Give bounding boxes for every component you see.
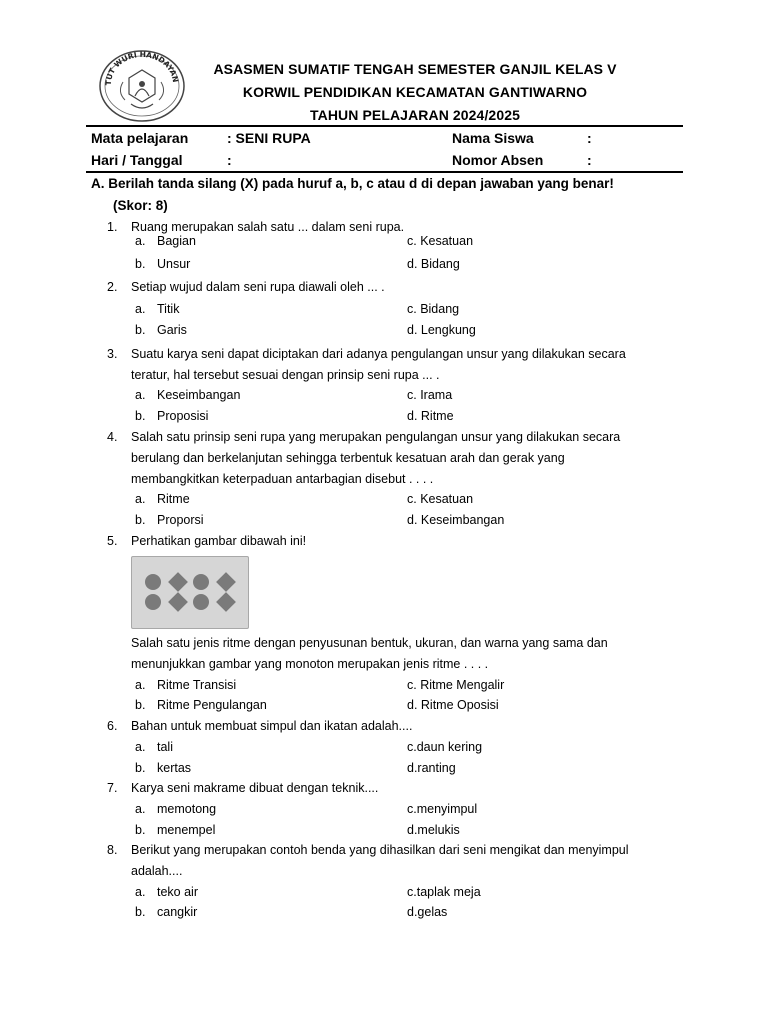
option-b: b. kertas	[135, 761, 192, 775]
question-text-cont: teratur, hal tersebut sesuai dengan prinsip seni rupa ... .	[131, 368, 440, 382]
option-a: a. Bagian	[135, 234, 196, 248]
question-number: 5.	[107, 534, 118, 548]
header-title-3: TAHUN PELAJARAN 2024/2025	[310, 107, 520, 123]
option-d: d.gelas	[407, 905, 448, 919]
question-number: 8.	[107, 843, 118, 857]
option-d: d. Lengkung	[407, 323, 476, 337]
option-a: a. Titik	[135, 302, 180, 316]
question-text-cont: adalah....	[131, 864, 183, 878]
question-text: Salah satu prinsip seni rupa yang merupakan pengulangan unsur yang dilakukan secara	[131, 430, 621, 444]
question-text: Suatu karya seni dapat diciptakan dari adanya pengulangan unsur yang dilakukan secara	[131, 347, 626, 361]
diamond-shape	[168, 572, 188, 592]
hari-tanggal-value: :	[227, 152, 232, 168]
option-d: d. Bidang	[407, 257, 460, 271]
option-d: d. Ritme Oposisi	[407, 698, 499, 712]
circle-shape	[145, 594, 161, 610]
option-d: d. Ritme	[407, 409, 454, 423]
question-number: 2.	[107, 280, 118, 294]
option-c: c.daun kering	[407, 740, 483, 754]
option-c: c. Bidang	[407, 302, 460, 316]
tut-wuri-handayani-logo	[97, 48, 187, 124]
option-c: c. Irama	[407, 388, 453, 402]
question-text-cont: berulang dan berkelanjutan sehingga terbentuk kesatuan arah dan gerak yang	[131, 451, 565, 465]
header-title-1: ASASMEN SUMATIF TENGAH SEMESTER GANJIL KELAS V	[213, 61, 617, 77]
question-number: 1.	[107, 220, 118, 234]
circle-shape	[193, 574, 209, 590]
question-text: Karya seni makrame dibuat dengan teknik....	[131, 781, 379, 795]
option-a: a. Keseimbangan	[135, 388, 241, 402]
option-c: c. Kesatuan	[407, 234, 474, 248]
nama-siswa-value: :	[587, 130, 592, 146]
diamond-shape	[216, 592, 236, 612]
option-a: a. teko air	[135, 885, 198, 899]
option-a: a. memotong	[135, 802, 217, 816]
option-c: c. Kesatuan	[407, 492, 474, 506]
section-a-score: (Skor: 8)	[113, 198, 168, 213]
option-c: c.menyimpul	[407, 802, 478, 816]
question-number: 3.	[107, 347, 118, 361]
option-c: c.taplak meja	[407, 885, 481, 899]
option-b: b. menempel	[135, 823, 216, 837]
option-a: a. Ritme	[135, 492, 190, 506]
option-a: a. tali	[135, 740, 173, 754]
header-rule-bottom	[86, 171, 683, 173]
question-text-cont: membangkitkan keterpaduan antarbagian disebut . . . .	[131, 472, 434, 486]
mapel-label: Mata pelajaran	[91, 130, 189, 146]
option-d: d.ranting	[407, 761, 456, 775]
question-number: 6.	[107, 719, 118, 733]
hari-tanggal-label: Hari / Tanggal	[91, 152, 183, 168]
circle-shape	[193, 594, 209, 610]
option-c: c. Ritme Mengalir	[407, 678, 505, 692]
svg-text:TUT WURI HANDAYANI: TUT WURI HANDAYAN	[103, 49, 181, 86]
diamond-shape	[168, 592, 188, 612]
question-text: Bahan untuk membuat simpul dan ikatan adalah....	[131, 719, 413, 733]
question-number: 4.	[107, 430, 118, 444]
question-number: 7.	[107, 781, 118, 795]
question-text-cont: Salah satu jenis ritme dengan penyusunan bentuk, ukuran, dan warna yang sama dan	[131, 636, 608, 650]
nomor-absen-label: Nomor Absen	[452, 152, 544, 168]
option-b: b. Unsur	[135, 257, 191, 271]
option-d: d.melukis	[407, 823, 460, 837]
mapel-value: : SENI RUPA	[227, 130, 311, 146]
question-text: Perhatikan gambar dibawah ini!	[131, 534, 307, 548]
option-b: b. cangkir	[135, 905, 198, 919]
header-rule-top	[86, 125, 683, 127]
header-title-2: KORWIL PENDIDIKAN KECAMATAN GANTIWARNO	[242, 84, 588, 100]
option-b: b. Proposisi	[135, 409, 209, 423]
question-text: Ruang merupakan salah satu ... dalam seni rupa.	[131, 220, 405, 234]
section-a-instruction: A. Berilah tanda silang (X) pada huruf a, b, c atau d di depan jawaban yang benar!	[91, 176, 614, 191]
rhythm-pattern-figure	[131, 556, 249, 629]
question-text: Berikut yang merupakan contoh benda yang dihasilkan dari seni mengikat dan menyimpul	[131, 843, 629, 857]
option-b: b. Ritme Pengulangan	[135, 698, 267, 712]
diamond-shape	[216, 572, 236, 592]
nama-siswa-label: Nama Siswa	[452, 130, 534, 146]
nomor-absen-value: :	[587, 152, 592, 168]
option-b: b. Proporsi	[135, 513, 204, 527]
pattern-shapes	[132, 557, 248, 628]
circle-shape	[145, 574, 161, 590]
question-text-cont: menunjukkan gambar yang monoton merupakan jenis ritme . . . .	[131, 657, 489, 671]
option-d: d. Keseimbangan	[407, 513, 505, 527]
question-text: Setiap wujud dalam seni rupa diawali oleh ... .	[131, 280, 385, 294]
option-b: b. Garis	[135, 323, 187, 337]
option-a: a. Ritme Transisi	[135, 678, 237, 692]
